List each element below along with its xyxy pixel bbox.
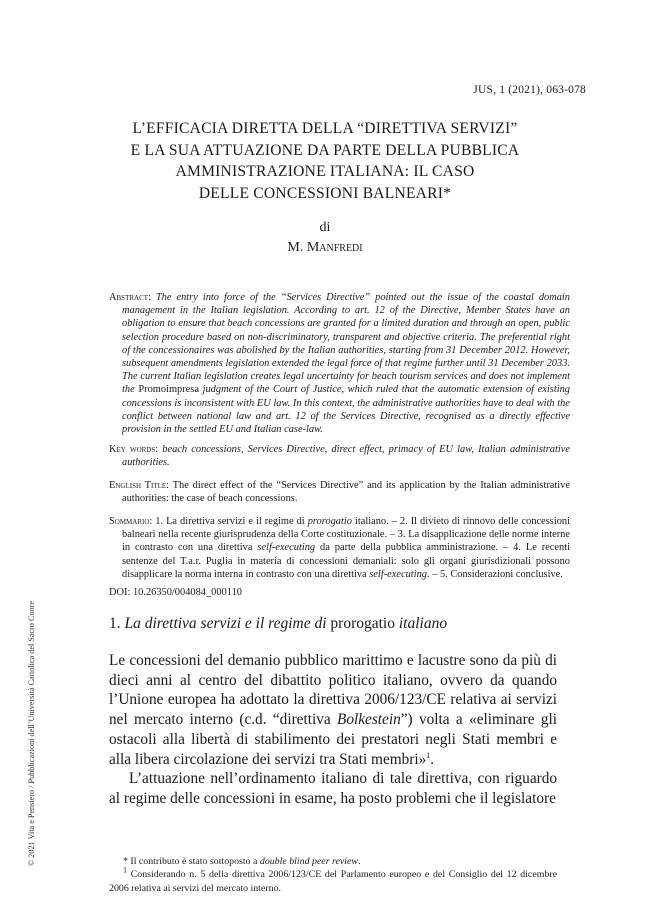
footnotes: [109, 855, 557, 895]
title-line: DELLE CONCESSIONI BALNEARI*: [198, 184, 452, 202]
paragraph-text: ”) volta a «eliminare gli ostacoli alla libertà di stabilimento dei prestatori negli Stati membri e alla libera circolazione dei servizi tra Stati membri»: [109, 711, 557, 768]
body-text: [109, 651, 557, 809]
journal-reference: JUS, 1 (2021), 063-078: [473, 84, 586, 96]
summary-italic: self-executing: [257, 542, 316, 554]
summary-text: . – 5. Considerazioni conclusive.: [426, 568, 563, 580]
article-title: [100, 118, 550, 204]
abstract-text-cont: judgment of the Court of Justice, which ruled that the automatic extension of existing concessions is inconsistent with EU law. In this context, the administrative authorities have to deal with the conflict between national law and art. 12 of the Services Directive, recognised as a directly effective provision in the settled EU and Italian case-law.: [122, 384, 570, 436]
keywords-label: Key words:: [109, 444, 159, 455]
abstract-text: The entry into force of the “Services Directive” pointed out the issue of the coastal domain management in the Italian legislation. According to art. 12 of the Directive, Member States have an obligation to ensure that beach concessions are granted for a limited duration and through an open, public selection procedure based on non-discriminatory, transparent and objective criteria. The preferential right of the concessionaires was abolished by the Italian authorities, starting from 31 December 2012. However, subsequent amendments legislation extended the legal force of that regime further until 31 December 2033. The current Italian legislation creates legal uncertainty for beach tourism services and does not implement the: [122, 292, 570, 396]
summary-text: da parte della pubblica amministrazione. – 4. Le recenti sentenze del T.a.r. Puglia in materia di concessioni demaniali: solo gli organi giurisdizionali possono disapplicare la norma interna in contrasto con una direttiva: [122, 542, 570, 580]
keywords-text: beach concessions, Services Directive, direct effect, primacy of EU law, Italian administrative authorities.: [122, 444, 570, 469]
section-title-italic: italiano: [398, 615, 448, 632]
english-title: [109, 479, 570, 505]
section-title-roman: prorogatio: [326, 615, 399, 632]
summary-text: 1. La direttiva servizi e il regime di: [152, 516, 308, 527]
section-title-italic: La direttiva servizi e il regime di: [124, 615, 327, 632]
abstract-label: Abstract:: [109, 292, 151, 303]
abstract: [109, 291, 570, 436]
doi: DOI: 10.26350/004084_000110: [109, 587, 242, 598]
summary: [109, 515, 570, 581]
paragraph-text: Le concessioni del demanio pubblico marittimo e lacustre sono da più di dieci anni al centro del dibattito politico italiano, ovvero da quando l’Unione europea ha adottato la direttiva 2006/123/CE relativa ai servizi nel mercato interno (c.d. “direttiva: [109, 652, 557, 729]
summary-italic: self-executing: [369, 568, 427, 580]
paragraph-italic: Bolkestein: [337, 711, 401, 729]
paragraph-text: .: [430, 750, 435, 768]
paragraph: L’attuazione nell’ordinamento italiano di tale direttiva, con riguardo al regime delle concessioni in esame, ha posto problemi che il legislatore: [109, 770, 557, 807]
byline-di: di: [319, 220, 331, 235]
keywords: [109, 443, 570, 469]
title-line: AMMINISTRAZIONE ITALIANA: IL CASO: [175, 163, 475, 180]
footnote-text: .: [357, 856, 361, 867]
abstract-case-name: Promoimpresa: [138, 384, 199, 396]
paragraph: [109, 651, 557, 769]
side-copyright: © 2021 Vita e Pensiero / Pubblicazioni dell’Università Cattolica del Sacro Cuore: [27, 600, 36, 866]
section-number: 1.: [109, 615, 125, 632]
summary-label: Sommario:: [109, 516, 153, 527]
footnote-ref[interactable]: 1: [426, 750, 431, 760]
title-line: E LA SUA ATTUAZIONE DA PARTE DELLA PUBBLICA: [130, 141, 520, 159]
footnote-star: [109, 855, 557, 868]
section-heading: [109, 615, 447, 633]
author-name: M. Manfredi: [287, 240, 363, 255]
footnote-number: 1: [123, 866, 127, 875]
summary-text: italiano. – 2. Il divieto di rinnovo delle concessioni balneari nella recente giurisprudenza della Corte costituzionale. – 3. La disapplicazione delle norme interne in contrasto con una direttiva: [122, 516, 570, 554]
english-title-label: English Title:: [109, 480, 170, 491]
footnote-1: [109, 868, 557, 895]
footnote-italic: double blind peer review: [259, 856, 358, 867]
english-title-text: The direct effect of the “Services Directive” and its application by the Italian administrative authorities: the case of beach concessions.: [122, 480, 571, 505]
footnote-text: Considerando n. 5 della direttiva 2006/123/CE del Parlamento europeo e del Consiglio del 12 dicembre 2006 relativa ai servizi del mercato interno.: [109, 869, 557, 894]
summary-italic: prorogatio: [307, 516, 352, 527]
title-line: L’EFFICACIA DIRETTA DELLA “DIRETTIVA SERVIZI”: [132, 120, 518, 137]
footnote-text: * Il contributo è stato sottoposto a: [123, 856, 260, 867]
